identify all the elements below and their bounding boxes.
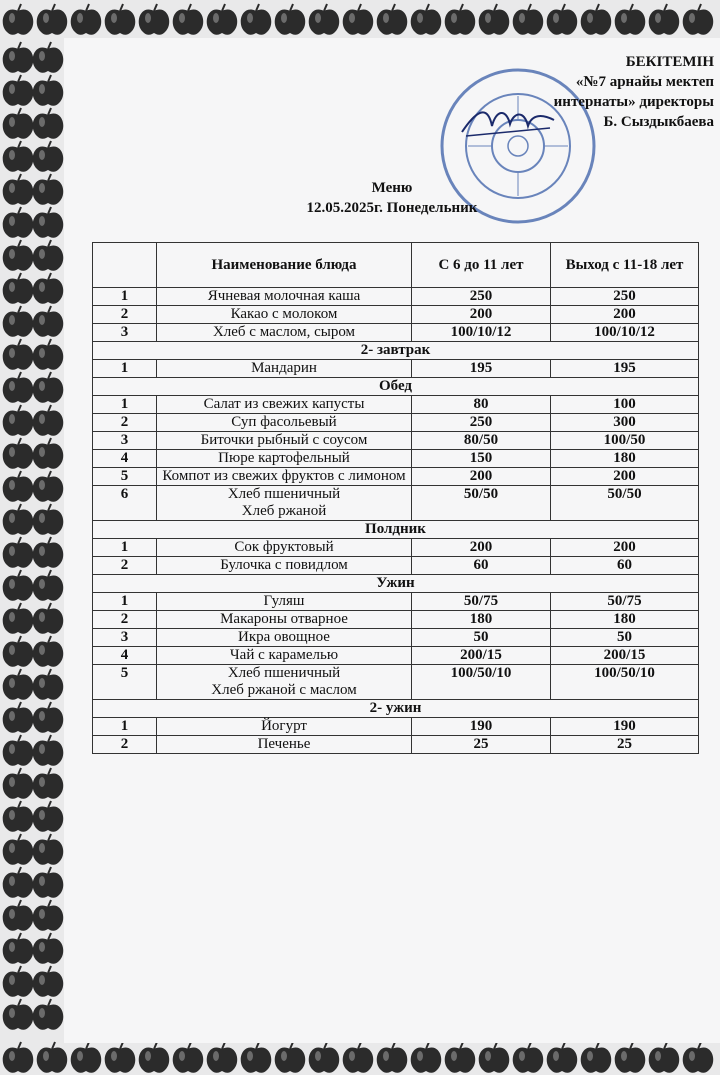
dish-name-line: Какао с молоком — [230, 306, 338, 322]
apple-icon — [3, 900, 34, 931]
header-dish: Наименование блюда — [157, 243, 412, 288]
apple-icon — [33, 339, 64, 370]
apple-icon — [3, 999, 34, 1030]
row-number: 6 — [93, 486, 157, 521]
apple-icon — [33, 537, 64, 568]
dish-name — [157, 324, 412, 342]
dish-name-line: Хлеб пшеничный — [227, 486, 341, 502]
portion-11-18: 60 — [551, 557, 699, 575]
apple-icon — [3, 174, 34, 205]
apple-icon — [615, 4, 646, 35]
portion-11-18: 180 — [551, 450, 699, 468]
dish-name-line: Биточки рыбный с соусом — [200, 432, 368, 448]
table-row — [93, 306, 699, 324]
portion-6-11: 195 — [412, 360, 551, 378]
portion-6-11: 80 — [412, 396, 551, 414]
portion-6-11: 50/75 — [412, 593, 551, 611]
portion-6-11: 60 — [412, 557, 551, 575]
apple-icon — [547, 1042, 578, 1073]
portion-6-11: 180 — [412, 611, 551, 629]
section-title: 2- завтрак — [93, 342, 699, 360]
portion-6-11: 200/15 — [412, 647, 551, 665]
portion-6-11: 190 — [412, 718, 551, 736]
table-row — [93, 557, 699, 575]
apple-icon — [3, 141, 34, 172]
approval-position: интернаты» директоры — [553, 94, 714, 110]
portion-11-18: 200 — [551, 468, 699, 486]
portion-11-18: 200/15 — [551, 647, 699, 665]
apple-icon — [3, 108, 34, 139]
apple-icon — [445, 4, 476, 35]
row-number: 2 — [93, 611, 157, 629]
apple-icon — [173, 4, 204, 35]
dish-name — [157, 360, 412, 378]
dish-name-line: Сок фруктовый — [234, 539, 334, 555]
apple-icon — [33, 867, 64, 898]
dish-name-line: Печенье — [257, 736, 311, 752]
dish-name — [157, 647, 412, 665]
portion-6-11: 200 — [412, 539, 551, 557]
dish-name — [157, 396, 412, 414]
menu-date: 12.05.2025г. Понедельник — [306, 200, 478, 216]
dish-name — [157, 450, 412, 468]
portion-11-18: 200 — [551, 539, 699, 557]
portion-11-18: 50 — [551, 629, 699, 647]
apple-icon — [33, 273, 64, 304]
apple-icon — [241, 4, 272, 35]
row-number: 1 — [93, 718, 157, 736]
apple-icon — [3, 207, 34, 238]
apple-icon — [139, 1042, 170, 1073]
portion-6-11: 250 — [412, 414, 551, 432]
row-number: 4 — [93, 450, 157, 468]
apple-icon — [445, 1042, 476, 1073]
row-number: 2 — [93, 557, 157, 575]
dish-name — [157, 665, 412, 700]
portion-6-11: 250 — [412, 288, 551, 306]
dish-name-line: Йогурт — [261, 718, 307, 734]
dish-name — [157, 611, 412, 629]
apple-icon — [71, 4, 102, 35]
apple-icon — [33, 999, 64, 1030]
section-title: Обед — [93, 378, 699, 396]
table-section-row — [93, 378, 699, 396]
apple-icon — [241, 1042, 272, 1073]
table-row — [93, 647, 699, 665]
dish-name — [157, 486, 412, 521]
menu-title — [262, 178, 522, 218]
dish-name-line: Икра овощное — [238, 629, 330, 645]
apple-icon — [3, 933, 34, 964]
apple-icon — [33, 75, 64, 106]
dish-name — [157, 557, 412, 575]
table-row — [93, 611, 699, 629]
dish-name — [157, 629, 412, 647]
apple-icon — [3, 306, 34, 337]
apple-icon — [33, 966, 64, 997]
row-number: 4 — [93, 647, 157, 665]
apple-icon — [411, 1042, 442, 1073]
apple-icon — [33, 504, 64, 535]
apple-icon — [33, 933, 64, 964]
apple-icon — [683, 4, 714, 35]
apple-icon — [173, 1042, 204, 1073]
apple-icon — [33, 900, 64, 931]
portion-6-11: 150 — [412, 450, 551, 468]
dish-name — [157, 288, 412, 306]
section-title: 2- ужин — [93, 700, 699, 718]
row-number: 2 — [93, 736, 157, 754]
section-title: Ужин — [93, 575, 699, 593]
row-number: 1 — [93, 288, 157, 306]
portion-11-18: 50/75 — [551, 593, 699, 611]
dish-name-line: Булочка с повидлом — [220, 557, 348, 573]
row-number: 3 — [93, 432, 157, 450]
apple-icon — [3, 702, 34, 733]
apple-icon — [3, 834, 34, 865]
portion-6-11: 80/50 — [412, 432, 551, 450]
apple-icon — [479, 4, 510, 35]
dish-name — [157, 468, 412, 486]
apple-icon — [105, 1042, 136, 1073]
row-number: 3 — [93, 629, 157, 647]
section-title: Полдник — [93, 521, 699, 539]
row-number: 5 — [93, 665, 157, 700]
dish-name — [157, 306, 412, 324]
apple-icon — [33, 834, 64, 865]
row-number: 2 — [93, 306, 157, 324]
dish-name-line: Гуляш — [263, 593, 305, 609]
apple-icon — [3, 966, 34, 997]
apple-icon — [33, 603, 64, 634]
table-row — [93, 396, 699, 414]
apple-icon — [377, 1042, 408, 1073]
menu-heading: Меню — [371, 180, 413, 196]
menu-table-body — [93, 288, 699, 754]
apple-icon — [33, 42, 64, 73]
apple-icon — [3, 1042, 34, 1073]
portion-6-11: 200 — [412, 306, 551, 324]
apple-icon — [33, 735, 64, 766]
apple-icon — [377, 4, 408, 35]
apple-icon — [33, 372, 64, 403]
table-section-row — [93, 342, 699, 360]
portion-6-11: 25 — [412, 736, 551, 754]
dish-name-line: Хлеб ржаной с маслом — [211, 682, 357, 698]
row-number: 3 — [93, 324, 157, 342]
apple-icon — [33, 438, 64, 469]
apple-icon — [309, 4, 340, 35]
apple-icon — [3, 339, 34, 370]
apple-icon — [615, 1042, 646, 1073]
row-number: 1 — [93, 539, 157, 557]
portion-11-18: 100/10/12 — [551, 324, 699, 342]
portion-11-18: 200 — [551, 306, 699, 324]
apple-icon — [33, 240, 64, 271]
apple-icon — [207, 4, 238, 35]
table-header-row — [93, 243, 699, 288]
apple-icon — [33, 108, 64, 139]
apple-icon — [411, 4, 442, 35]
apple-icon — [139, 4, 170, 35]
portion-11-18: 100 — [551, 396, 699, 414]
approval-heading: БЕКІТЕМІН — [625, 54, 714, 70]
apple-icon — [33, 306, 64, 337]
dish-name — [157, 593, 412, 611]
table-row — [93, 468, 699, 486]
dish-name-line: Компот из свежих фруктов с лимоном — [162, 468, 406, 484]
table-row — [93, 324, 699, 342]
portion-11-18: 100/50/10 — [551, 665, 699, 700]
apple-icon — [33, 405, 64, 436]
apple-icon — [3, 42, 34, 73]
dish-name-line: Хлеб ржаной — [241, 503, 327, 519]
portion-11-18: 195 — [551, 360, 699, 378]
apple-icon — [3, 735, 34, 766]
table-row — [93, 629, 699, 647]
apple-icon — [309, 1042, 340, 1073]
apple-icon — [33, 141, 64, 172]
header-num — [93, 243, 157, 288]
approval-director-name: Б. Сыздыкбаева — [603, 114, 714, 130]
apple-icon — [33, 570, 64, 601]
apple-icon — [275, 4, 306, 35]
dish-name-line: Хлеб пшеничный — [227, 665, 341, 681]
portion-6-11: 50/50 — [412, 486, 551, 521]
apple-icon — [3, 240, 34, 271]
apple-icon — [3, 867, 34, 898]
table-row — [93, 360, 699, 378]
apple-icon — [3, 405, 34, 436]
dish-name-line: Мандарин — [251, 360, 317, 376]
dish-name — [157, 736, 412, 754]
apple-icon — [37, 1042, 68, 1073]
apple-icon — [33, 669, 64, 700]
table-row — [93, 718, 699, 736]
table-row — [93, 432, 699, 450]
portion-6-11: 200 — [412, 468, 551, 486]
header-age-6-11: С 6 до 11 лет — [412, 243, 551, 288]
table-row — [93, 736, 699, 754]
table-row — [93, 593, 699, 611]
row-number: 1 — [93, 396, 157, 414]
apple-icon — [3, 504, 34, 535]
apple-icon — [3, 636, 34, 667]
apple-icon — [649, 4, 680, 35]
apple-icon — [581, 1042, 612, 1073]
apple-icon — [3, 570, 34, 601]
table-row — [93, 486, 699, 521]
apple-icon — [581, 4, 612, 35]
portion-6-11: 100/10/12 — [412, 324, 551, 342]
apple-icon — [37, 4, 68, 35]
apple-icon — [33, 702, 64, 733]
header-age-11-18: Выход с 11-18 лет — [551, 243, 699, 288]
approval-block — [474, 52, 714, 132]
table-row — [93, 450, 699, 468]
apple-icon — [33, 174, 64, 205]
apple-icon — [275, 1042, 306, 1073]
menu-table — [92, 242, 699, 754]
portion-11-18: 180 — [551, 611, 699, 629]
portion-6-11: 100/50/10 — [412, 665, 551, 700]
row-number: 2 — [93, 414, 157, 432]
dish-name — [157, 414, 412, 432]
apple-icon — [513, 1042, 544, 1073]
apple-icon — [649, 1042, 680, 1073]
apple-icon — [3, 669, 34, 700]
apple-icon — [3, 4, 34, 35]
apple-icon — [33, 471, 64, 502]
table-row — [93, 665, 699, 700]
table-row — [93, 288, 699, 306]
portion-11-18: 250 — [551, 288, 699, 306]
dish-name-line: Суп фасольевый — [231, 414, 337, 430]
dish-name-line: Салат из свежих капусты — [203, 396, 365, 412]
apple-icon — [207, 1042, 238, 1073]
apple-icon — [33, 207, 64, 238]
apple-icon — [3, 75, 34, 106]
row-number: 5 — [93, 468, 157, 486]
portion-11-18: 300 — [551, 414, 699, 432]
portion-11-18: 100/50 — [551, 432, 699, 450]
apple-icon — [3, 273, 34, 304]
apple-icon — [683, 1042, 714, 1073]
table-section-row — [93, 700, 699, 718]
portion-6-11: 50 — [412, 629, 551, 647]
table-row — [93, 539, 699, 557]
apple-icon — [3, 537, 34, 568]
dish-name-line: Пюре картофельный — [218, 450, 350, 466]
apple-icon — [105, 4, 136, 35]
dish-name-line: Макароны отварное — [220, 611, 348, 627]
row-number: 1 — [93, 593, 157, 611]
approval-school: «№7 арнайы мектеп — [575, 74, 714, 90]
apple-icon — [3, 801, 34, 832]
dish-name-line: Ячневая молочная каша — [207, 288, 361, 304]
dish-name — [157, 432, 412, 450]
portion-11-18: 50/50 — [551, 486, 699, 521]
apple-icon — [33, 768, 64, 799]
apple-icon — [3, 471, 34, 502]
apple-icon — [71, 1042, 102, 1073]
apple-icon — [547, 4, 578, 35]
apple-icon — [479, 1042, 510, 1073]
portion-11-18: 25 — [551, 736, 699, 754]
dish-name-line: Чай с карамелью — [229, 647, 339, 663]
apple-icon — [343, 4, 374, 35]
apple-icon — [33, 801, 64, 832]
apple-icon — [33, 636, 64, 667]
apple-icon — [3, 603, 34, 634]
dish-name — [157, 539, 412, 557]
table-row — [93, 414, 699, 432]
apple-icon — [343, 1042, 374, 1073]
apple-icon — [513, 4, 544, 35]
table-section-row — [93, 575, 699, 593]
dish-name-line: Хлеб с маслом, сыром — [212, 324, 356, 340]
portion-11-18: 190 — [551, 718, 699, 736]
row-number: 1 — [93, 360, 157, 378]
table-section-row — [93, 521, 699, 539]
apple-icon — [3, 768, 34, 799]
apple-icon — [3, 438, 34, 469]
dish-name — [157, 718, 412, 736]
apple-icon — [3, 372, 34, 403]
